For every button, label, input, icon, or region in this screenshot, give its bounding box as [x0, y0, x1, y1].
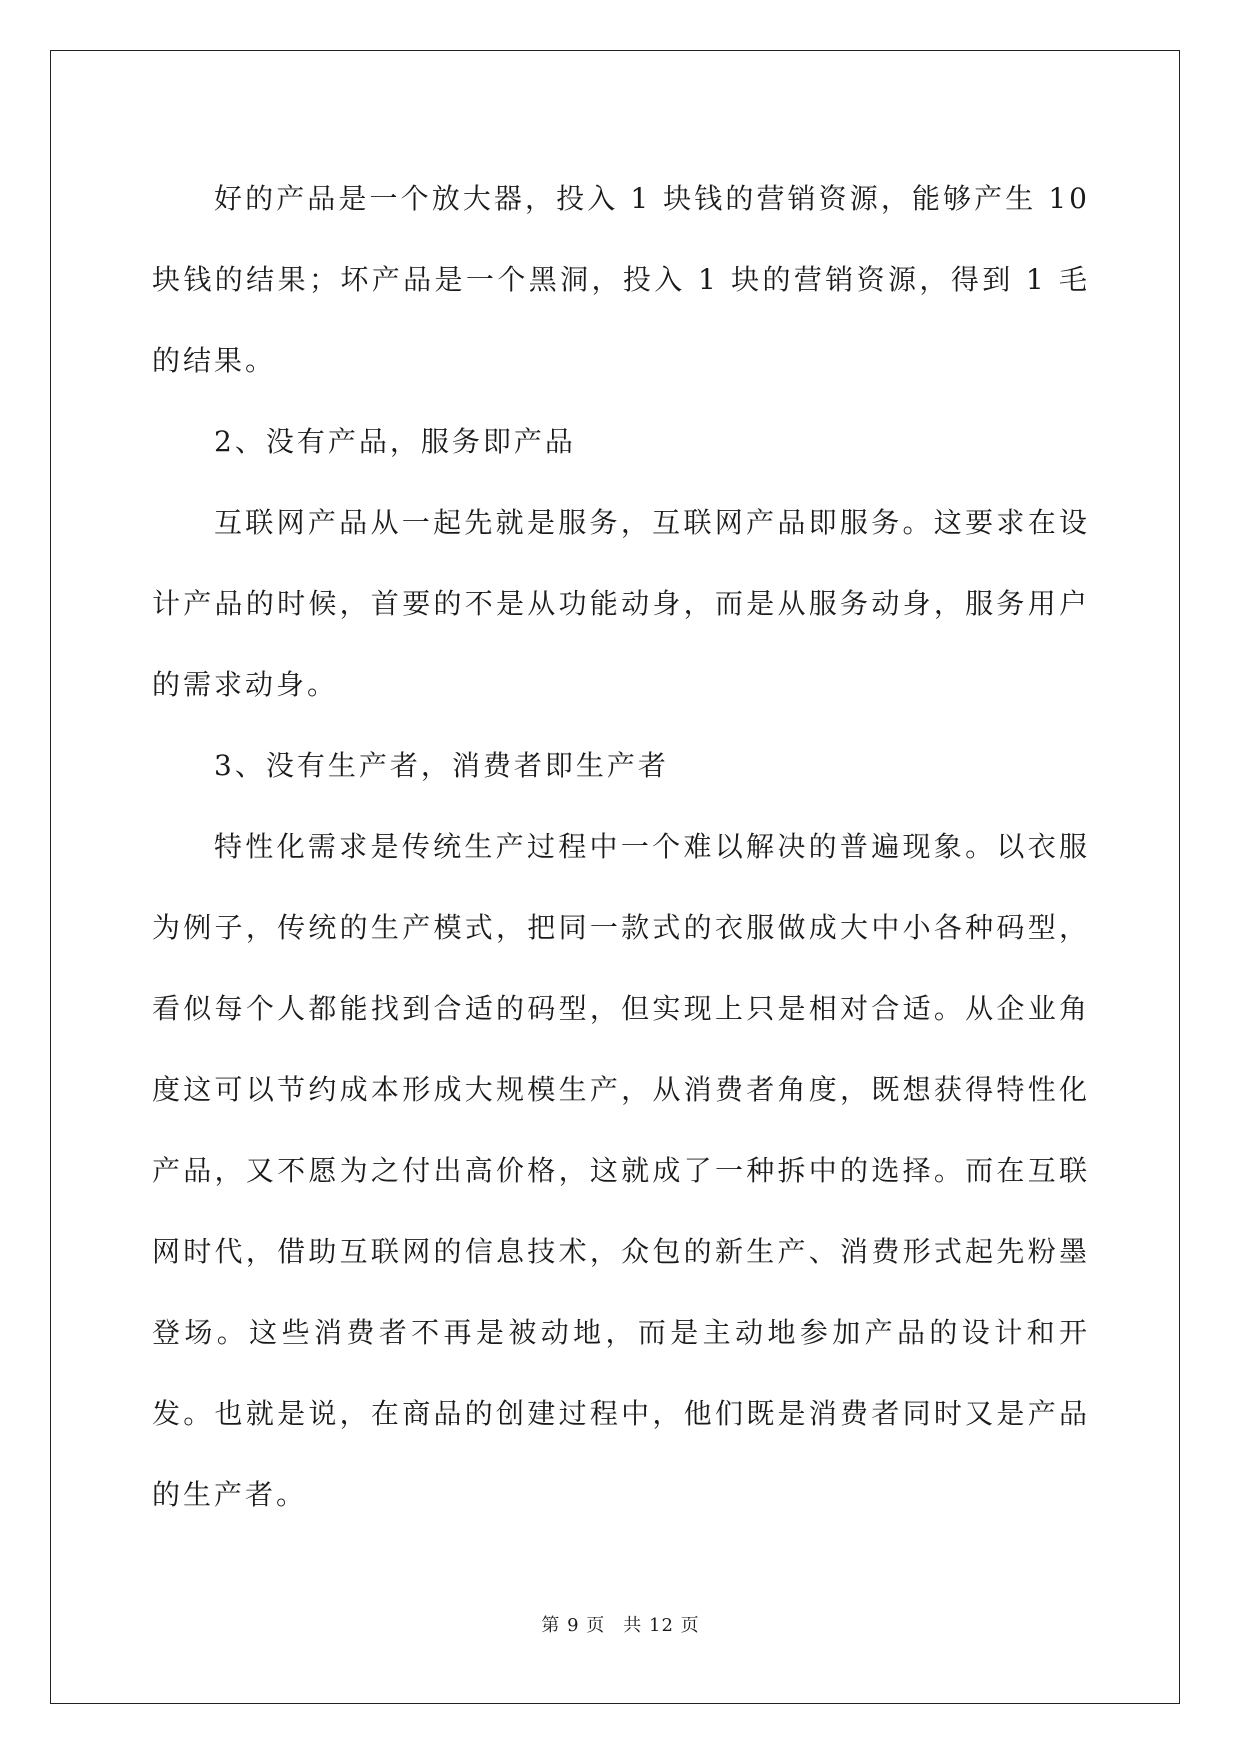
paragraph-personalization: 特性化需求是传统生产过程中一个难以解决的普遍现象。以衣服为例子，传统的生产模式，把同一款式的衣服做成大中小各种码型，看似每个人都能找到合适的码型，但实现上只是相对合适。从企业角度这可以节约成本形成大规模生产，从消费者角度，既想获得特性化产品，又不愿为之付出高价格，这就成了一种拆中的选择。而在互联网时代，借助互联网的信息技术，众包的新生产、消费形式起先粉墨登场。这些消费者不再是被动地，而是主动地参加产品的设计和开发。也就是说，在商品的创建过程中，他们既是消费者同时又是产品的生产者。: [152, 830, 1090, 1511]
section-heading-service: 2、没有产品，服务即产品: [214, 425, 576, 458]
page-footer: [0, 1614, 1241, 1638]
page-number: 第 9 页: [541, 1615, 606, 1636]
paragraph-internet-service: 互联网产品从一起先就是服务，互联网产品即服务。这要求在设计产品的时候，首要的不是从功能动身，而是从服务动身，服务用户的需求动身。: [152, 506, 1090, 701]
paragraph-product-amplifier: 好的产品是一个放大器，投入 1 块钱的营销资源，能够产生 10 块钱的结果；坏产品是一个黑洞，投入 1 块的营销资源，得到 1 毛的结果。: [152, 182, 1090, 377]
page-total: 共 12 页: [623, 1615, 700, 1636]
section-heading-producer: 3、没有生产者，消费者即生产者: [214, 749, 669, 782]
document-body: [152, 158, 1090, 1535]
